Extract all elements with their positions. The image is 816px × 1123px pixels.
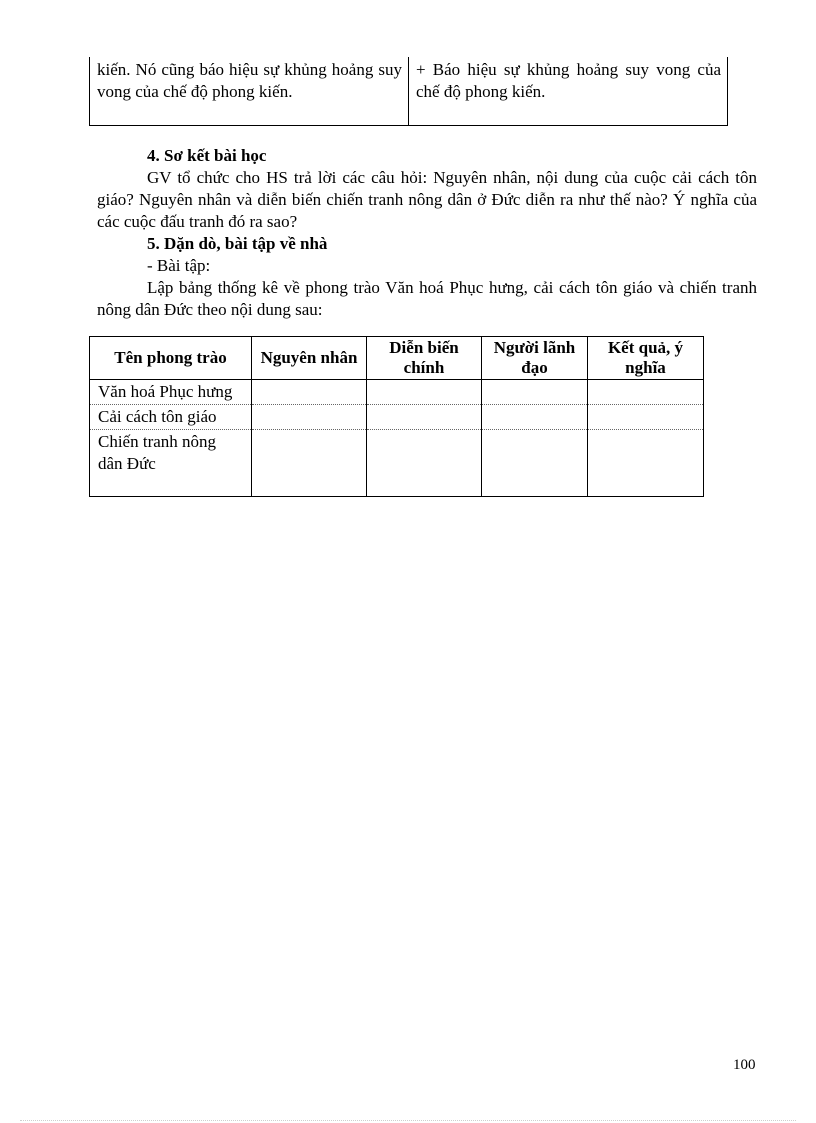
- paragraph: GV tổ chức cho HS trả lời các câu hỏi: Nguyên nhân, nội dung của cuộc cải cách tôn giáo? Nguyên nhân và diễn biến chiến tranh nông dân ở Đức diễn ra như thế nào? Ý nghĩa của các cuộc đấu tranh đó ra sao?: [97, 168, 757, 231]
- column-header: Nguyên nhân: [252, 337, 367, 380]
- table-row: [90, 380, 704, 405]
- row-label: Chiến tranh nông dân Đức: [90, 430, 252, 497]
- section-summary: [97, 145, 757, 321]
- paragraph: Lập bảng thống kê về phong trào Văn hoá Phục hưng, cải cách tôn giáo và chiến tranh nông dân Đức theo nội dung sau:: [97, 278, 757, 319]
- table-cell: [482, 405, 588, 430]
- table-cell: [252, 380, 367, 405]
- table-cell: [588, 380, 704, 405]
- column-header: Tên phong trào: [90, 337, 252, 380]
- table-cell: [367, 380, 482, 405]
- subheading: - Bài tập:: [147, 256, 211, 275]
- section-heading: 5. Dặn dò, bài tập về nhà: [147, 234, 328, 253]
- summary-table: [89, 336, 704, 497]
- table-cell: [588, 430, 704, 497]
- table-cell: [588, 405, 704, 430]
- table-cell: [482, 380, 588, 405]
- continuation-table: [89, 57, 728, 126]
- table-cell: + Báo hiệu sự khủng hoảng suy vong của chế độ phong kiến.: [409, 57, 728, 126]
- column-header: Người lãnh đạo: [482, 337, 588, 380]
- column-header: Diễn biến chính: [367, 337, 482, 380]
- table-cell: [367, 430, 482, 497]
- table-cell: kiến. Nó cũng báo hiệu sự khủng hoảng suy vong của chế độ phong kiến.: [90, 57, 409, 126]
- table-cell: [252, 430, 367, 497]
- row-label: Văn hoá Phục hưng: [90, 380, 252, 405]
- table-cell: [252, 405, 367, 430]
- table-cell: [367, 405, 482, 430]
- footer-divider: [20, 1120, 796, 1121]
- page-number: 100: [733, 1057, 756, 1073]
- row-label: Cải cách tôn giáo: [90, 405, 252, 430]
- column-header: Kết quả, ý nghĩa: [588, 337, 704, 380]
- section-heading: 4. Sơ kết bài học: [147, 146, 267, 165]
- table-header-row: [90, 337, 704, 380]
- table-row: [90, 430, 704, 497]
- table-row: [90, 405, 704, 430]
- table-cell: [482, 430, 588, 497]
- table-row: [90, 57, 728, 126]
